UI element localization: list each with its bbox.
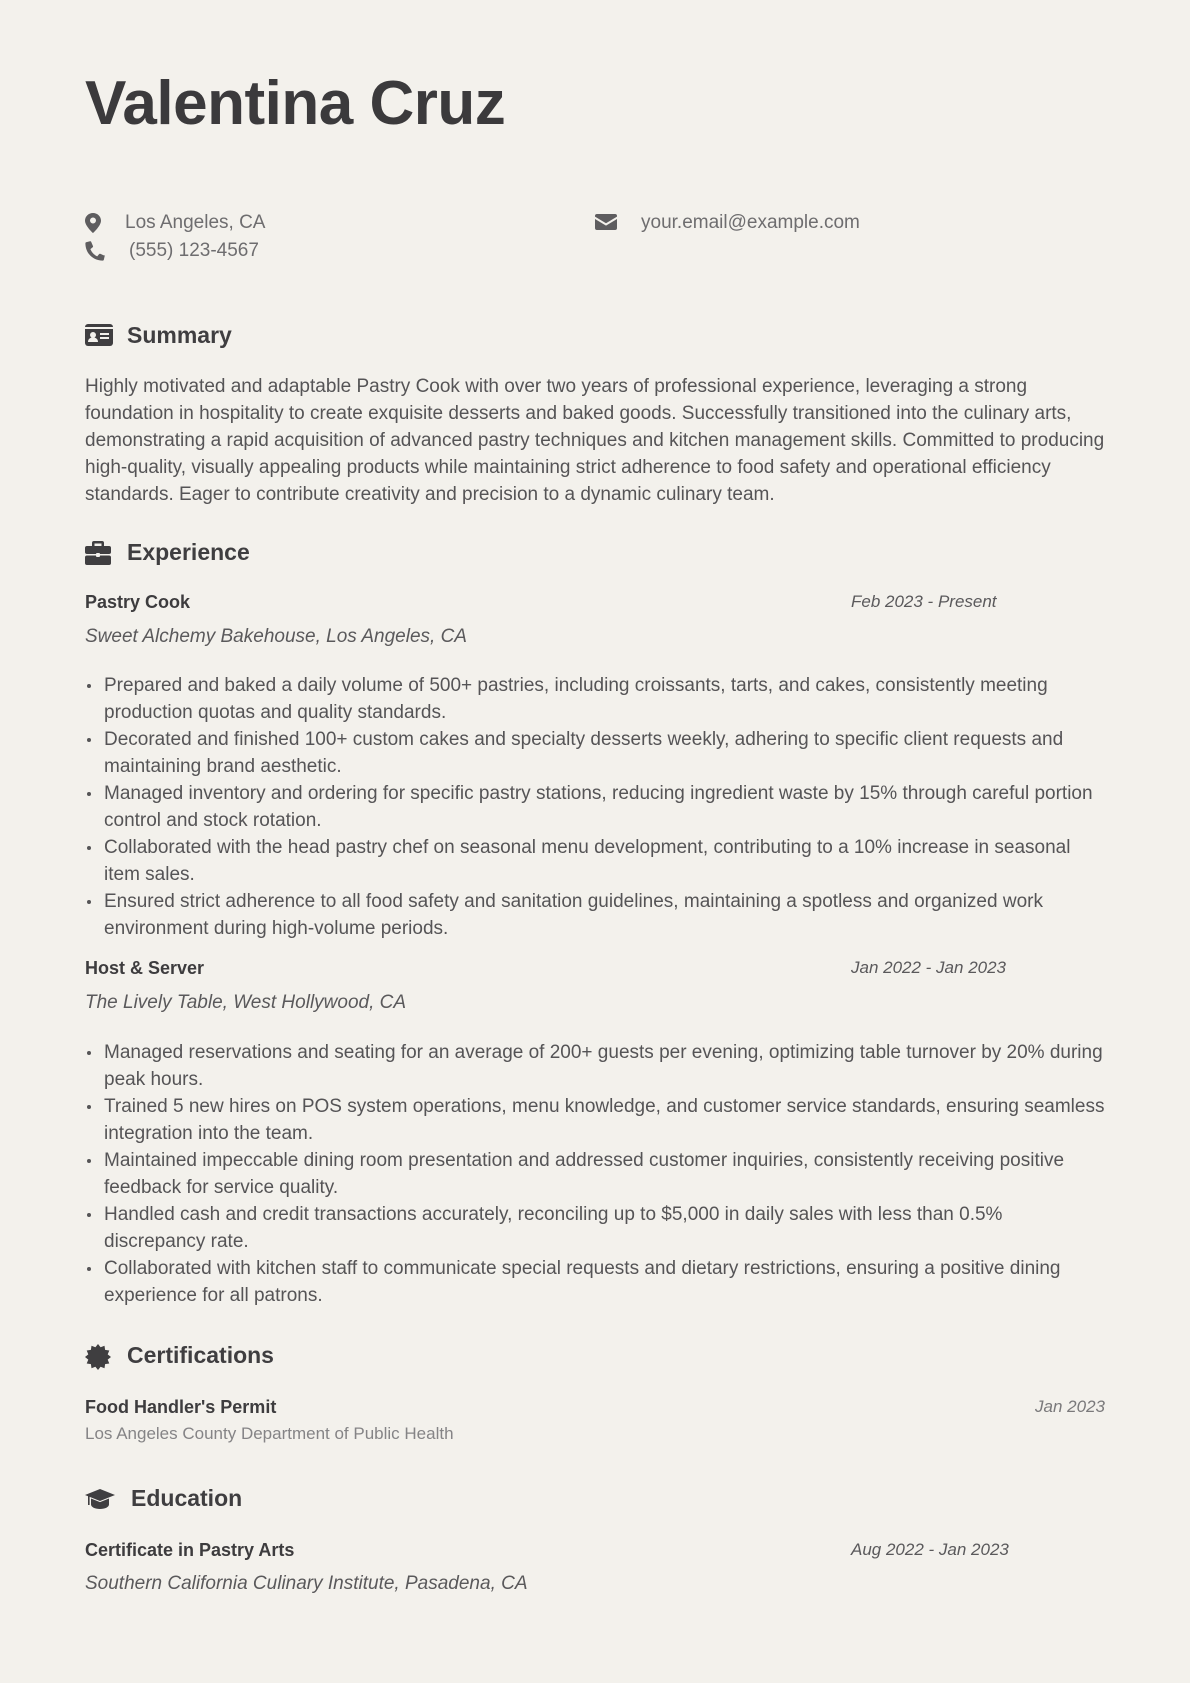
education-title-item: Certificate in Pastry Arts xyxy=(85,1540,295,1560)
contact-email[interactable] xyxy=(595,212,860,234)
summary-text: Highly motivated and adaptable Pastry Cook with over two years of professional experience, leveraging a strong foundation in hospitality to create exquisite desserts and baked goods. Successfully transitioned into the culinary arts, demonstrating a rapid acquisition of advanced pastry techniques and kitchen management skills. Committed to producing high-quality, visually appealing products while maintaining strict adherence to food safety and operational efficiency standards. Eager to contribute creativity and precision to a dynamic culinary team. xyxy=(85,376,1105,505)
map-marker-icon xyxy=(85,213,105,233)
list-item: Decorated and finished 100+ custom cakes and specialty desserts weekly, adhering to specific client requests and maintaining brand aesthetic. xyxy=(85,726,1105,780)
certification-date: Jan 2023 xyxy=(1035,1397,1105,1416)
list-item: Managed reservations and seating for an average of 200+ guests per evening, optimizing table turnover by 20% during peak hours. xyxy=(85,1039,1105,1093)
job-title: Pastry Cook xyxy=(85,592,191,612)
certification-issuer: Los Angeles County Department of Public Health xyxy=(85,1424,454,1443)
job-bullets xyxy=(85,1039,1105,1309)
contact-email-text[interactable]: your.email@example.com xyxy=(641,212,860,233)
job-bullets xyxy=(85,672,1105,942)
envelope-icon xyxy=(595,213,617,233)
graduation-cap-icon xyxy=(85,1487,115,1511)
certification-title: Food Handler's Permit xyxy=(85,1397,277,1417)
summary-heading xyxy=(85,322,232,349)
contact-location-text: Los Angeles, CA xyxy=(125,212,266,233)
summary-title: Summary xyxy=(127,322,232,348)
list-item: Prepared and baked a daily volume of 500+ pastries, including croissants, tarts, and cakes, consistently meeting production quotas and quality standards. xyxy=(85,672,1105,726)
certifications-heading xyxy=(85,1342,274,1369)
experience-title: Experience xyxy=(127,539,250,565)
job-title: Host & Server xyxy=(85,958,205,978)
list-item: Collaborated with the head pastry chef on seasonal menu development, contributing to a 10% increase in seasonal item sales. xyxy=(85,834,1105,888)
list-item: Managed inventory and ordering for specific pastry stations, reducing ingredient waste by 15% through careful portion control and stock rotation. xyxy=(85,780,1105,834)
certificate-icon xyxy=(85,1344,113,1368)
list-item: Collaborated with kitchen staff to communicate special requests and dietary restrictions, ensuring a positive dining experience for all patrons. xyxy=(85,1255,1105,1309)
education-heading xyxy=(85,1485,242,1512)
id-card-icon xyxy=(85,324,113,348)
education-title: Education xyxy=(131,1485,243,1511)
experience-heading xyxy=(85,539,250,566)
education-dates: Aug 2022 - Jan 2023 xyxy=(851,1540,1009,1559)
phone-icon xyxy=(85,241,105,261)
list-item: Trained 5 new hires on POS system operations, menu knowledge, and customer service standards, ensuring seamless integration into the team. xyxy=(85,1093,1105,1147)
contact-phone-text: (555) 123-4567 xyxy=(129,240,259,261)
job-dates: Feb 2023 - Present xyxy=(851,592,997,611)
contact-location xyxy=(85,212,265,234)
education-organization: Southern California Culinary Institute, Pasadena, CA xyxy=(85,1573,528,1594)
list-item: Ensured strict adherence to all food safety and sanitation guidelines, maintaining a spotless and organized work environment during high-volume periods. xyxy=(85,888,1105,942)
job-dates: Jan 2022 - Jan 2023 xyxy=(851,958,1007,977)
job-organization: Sweet Alchemy Bakehouse, Los Angeles, CA xyxy=(85,626,467,647)
contact-phone xyxy=(85,240,259,262)
certifications-title: Certifications xyxy=(127,1342,274,1368)
briefcase-icon xyxy=(85,541,113,565)
candidate-name: Valentina Cruz xyxy=(85,69,506,138)
list-item: Maintained impeccable dining room presentation and addressed customer inquiries, consistently receiving positive feedback for service quality. xyxy=(85,1147,1105,1201)
job-organization: The Lively Table, West Hollywood, CA xyxy=(85,992,407,1013)
list-item: Handled cash and credit transactions accurately, reconciling up to $5,000 in daily sales with less than 0.5% discrepancy rate. xyxy=(85,1201,1105,1255)
